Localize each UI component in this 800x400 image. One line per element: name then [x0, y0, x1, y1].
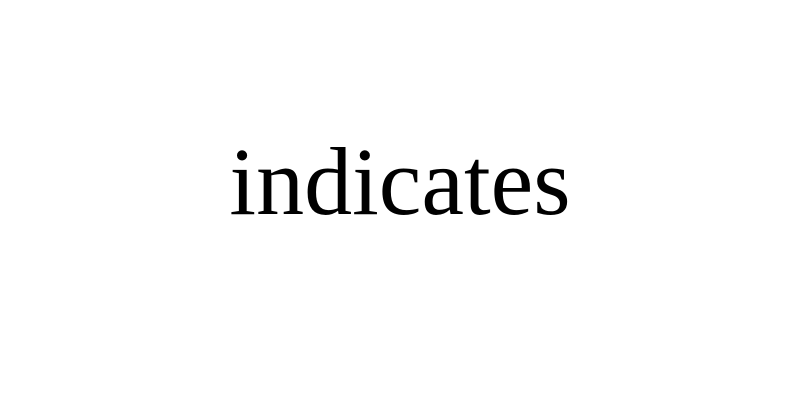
word-text: indicates [229, 128, 571, 235]
